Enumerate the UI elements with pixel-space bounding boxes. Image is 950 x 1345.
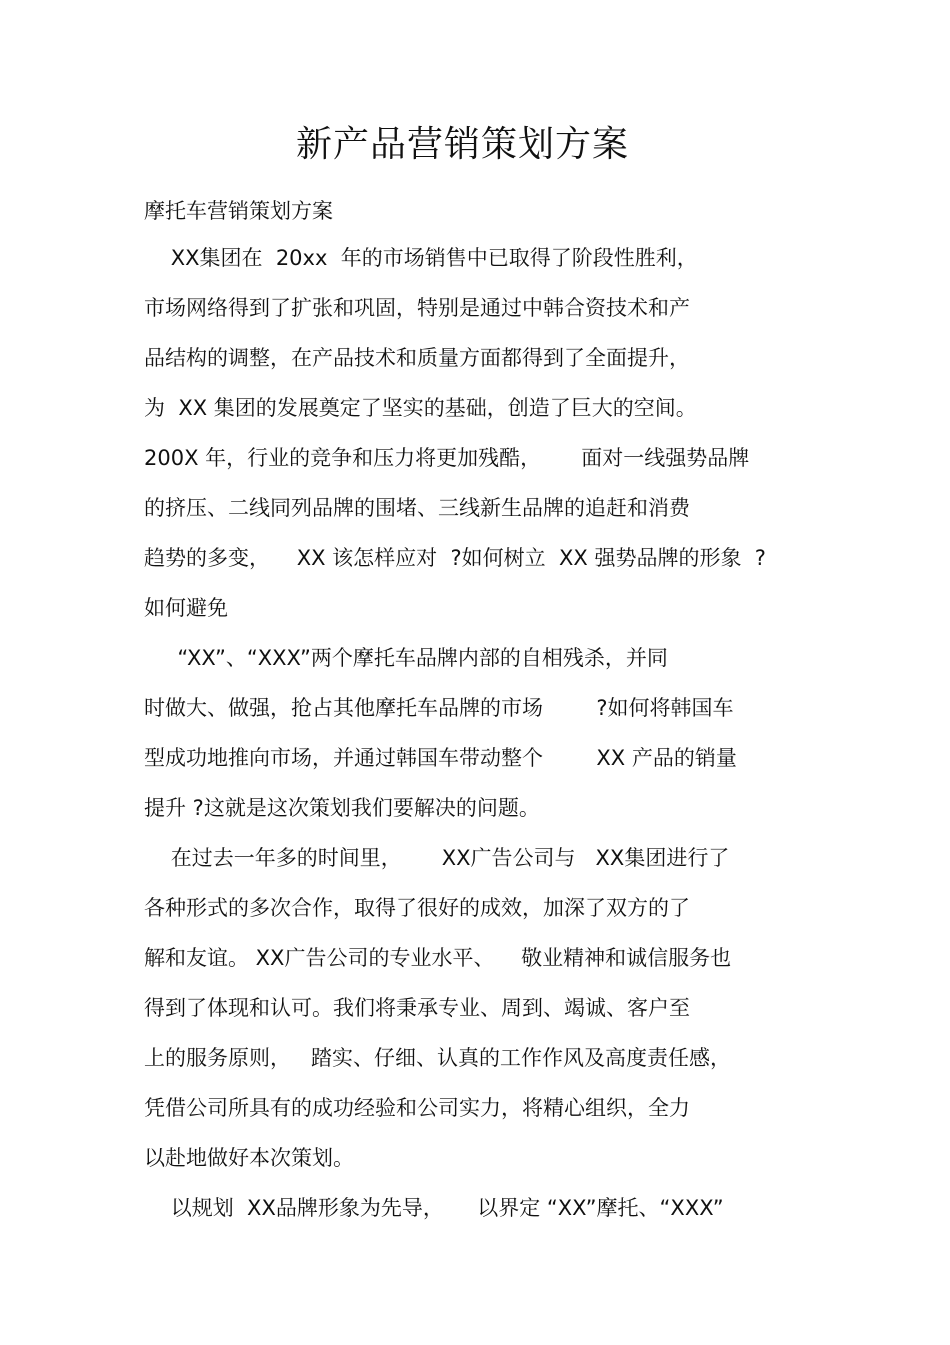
body-line: 得到了体现和认可。我们将秉承专业、周到、竭诚、客户至 bbox=[144, 996, 690, 1020]
body-line: 趋势的多变， XX 该怎样应对 ?如何树立 XX 强势品牌的形象 ? bbox=[144, 546, 766, 570]
body-line: XX集团在 20xx 年的市场销售中已取得了阶段性胜利， bbox=[144, 246, 698, 270]
body-line: 市场网络得到了扩张和巩固，特别是通过中韩合资技术和产 bbox=[144, 296, 690, 320]
body-line: 为 XX 集团的发展奠定了坚实的基础，创造了巨大的空间。 bbox=[144, 396, 697, 420]
body-line: 型成功地推向市场，并通过韩国车带动整个 XX 产品的销量 bbox=[144, 746, 737, 770]
body-line: 上的服务原则， 踏实、仔细、认真的工作作风及高度责任感， bbox=[144, 1046, 732, 1070]
body-line: 品结构的调整，在产品技术和质量方面都得到了全面提升， bbox=[144, 346, 690, 370]
page-title: 新产品营销策划方案 bbox=[295, 124, 629, 165]
body-line: 提升 ?这就是这次策划我们要解决的问题。 bbox=[144, 796, 540, 820]
body-line: “XX”、“XXX”两个摩托车品牌内部的自相残杀，并同 bbox=[144, 646, 668, 670]
body-line: 200X 年，行业的竞争和压力将更加残酷， 面对一线强势品牌 bbox=[144, 446, 750, 470]
body-line: 凭借公司所具有的成功经验和公司实力，将精心组织，全力 bbox=[144, 1096, 690, 1120]
body-line: 解和友谊。 XX广告公司的专业水平、 敬业精神和诚信服务也 bbox=[144, 946, 732, 970]
body-line: 的挤压、二线同列品牌的围堵、三线新生品牌的追赶和消费 bbox=[144, 496, 690, 520]
body-line: 在过去一年多的时间里， XX广告公司与 XX集团进行了 bbox=[144, 846, 730, 870]
body-line: 以规划 XX品牌形象为先导， 以界定 “XX”摩托、“XXX” bbox=[144, 1196, 724, 1220]
body-line: 以赴地做好本次策划。 bbox=[144, 1146, 354, 1170]
document-subtitle: 摩托车营销策划方案 bbox=[144, 199, 333, 223]
body-line: 如何避免 bbox=[144, 596, 228, 620]
body-line: 各种形式的多次合作，取得了很好的成效，加深了双方的了 bbox=[144, 896, 690, 920]
body-line: 时做大、做强，抢占其他摩托车品牌的市场 ?如何将韩国车 bbox=[144, 696, 734, 720]
